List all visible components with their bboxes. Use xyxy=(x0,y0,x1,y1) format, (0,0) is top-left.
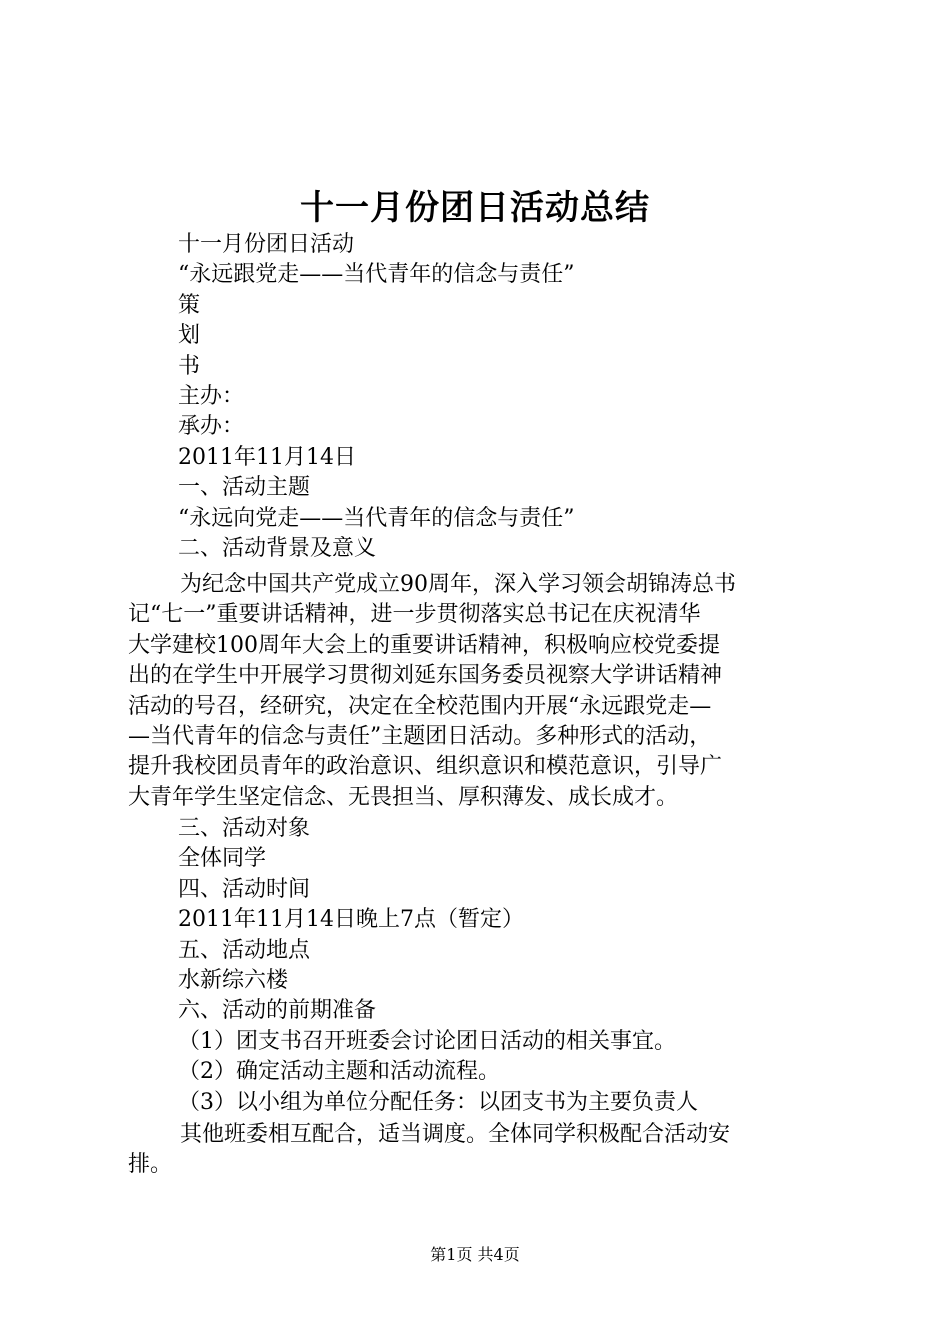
plan-char-ce: 策 xyxy=(178,292,201,318)
date-line: 2011年11月14日 xyxy=(178,444,356,470)
paragraph-line: 大学建校100周年大会上的重要讲话精神，积极响应校党委提 xyxy=(128,632,720,658)
paragraph-line: 活动的号召，经研究，决定在全校范围内开展“永远跟党走— xyxy=(128,693,712,719)
location-text: 水新综六楼 xyxy=(178,967,289,993)
section-heading-background: 二、活动背景及意义 xyxy=(178,535,377,561)
section-heading-audience: 三、活动对象 xyxy=(178,816,311,841)
section-heading-location: 五、活动地点 xyxy=(178,937,311,963)
preparation-item-1: （1）团支书召开班委会讨论团日活动的相关事宜。 xyxy=(178,1028,676,1054)
section-heading-theme: 一、活动主题 xyxy=(178,475,311,501)
preparation-item-3: （3）以小组为单位分配任务：以团支书为主要负责人 xyxy=(178,1089,698,1115)
theme-text-line: “永远向党走——当代青年的信念与责任” xyxy=(178,505,575,531)
paragraph-line: 出的在学生中开展学习贯彻刘延东国务委员视察大学讲话精神 xyxy=(128,663,723,689)
paragraph-line: —当代青年的信念与责任”主题团日活动。多种形式的活动， xyxy=(128,723,712,749)
paragraph-line: 其他班委相互配合，适当调度。全体同学积极配合活动安 xyxy=(180,1122,731,1147)
paragraph-line: 记“七一”重要讲话精神，进一步贯彻落实总书记在庆祝清华 xyxy=(128,602,701,628)
audience-text: 全体同学 xyxy=(178,846,267,872)
paragraph-line: 为纪念中国共产党成立90周年，深入学习领会胡锦涛总书 xyxy=(180,572,736,597)
cover-section xyxy=(178,230,838,564)
organizer-line: 主办： xyxy=(178,383,245,409)
section-heading-time: 四、活动时间 xyxy=(178,876,311,902)
co-organizer-line: 承办： xyxy=(178,414,245,440)
event-name-line: 十一月份团日活动 xyxy=(178,232,355,257)
page-footer: 第1页 共4页 xyxy=(430,1245,520,1264)
plan-char-hua: 划 xyxy=(178,323,201,349)
event-slogan-line: “永远跟党走——当代青年的信念与责任” xyxy=(178,262,575,288)
paragraph-line: 大青年学生坚定信念、无畏担当、厚积薄发、成长成才。 xyxy=(128,784,679,810)
paragraph-line: 排。 xyxy=(128,1152,173,1178)
final-paragraph xyxy=(128,1120,838,1181)
background-paragraph xyxy=(128,570,838,813)
preparation-item-2: （2）确定活动主题和活动流程。 xyxy=(178,1059,500,1085)
section-heading-preparation: 六、活动的前期准备 xyxy=(178,998,377,1024)
plan-char-shu: 书 xyxy=(178,353,201,379)
details-section xyxy=(178,814,838,1118)
time-text: 2011年11月14日晚上7点（暂定） xyxy=(178,907,524,933)
paragraph-line: 提升我校团员青年的政治意识、组织意识和模范意识，引导广 xyxy=(128,754,723,780)
document-title: 十一月份团日活动总结 xyxy=(300,188,650,228)
